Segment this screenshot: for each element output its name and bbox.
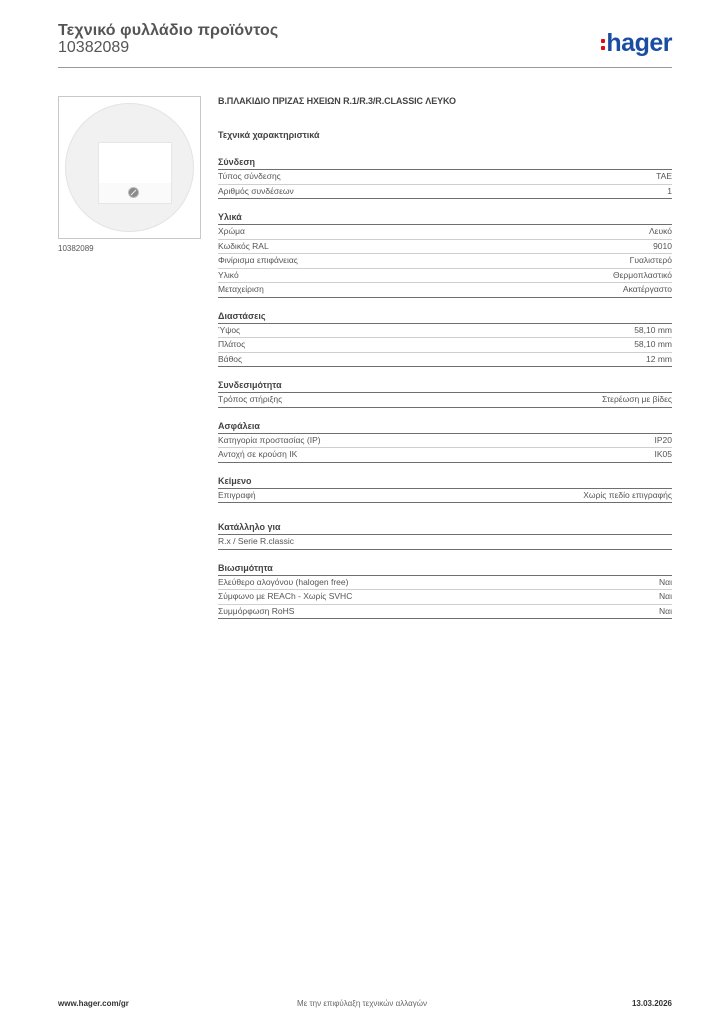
spec-label: Αντοχή σε κρούση IK (218, 449, 298, 459)
spec-value: Ακατέργαστο (622, 284, 672, 294)
spec-subtitle: Τεχνικά χαρακτηριστικά (218, 130, 320, 140)
section-heading: Κείμενο (218, 475, 672, 489)
spec-label: Κατηγορία προστασίας (IP) (218, 434, 321, 445)
product-title: Β.ΠΛΑΚΙΔΙΟ ΠΡΙΖΑΣ ΗΧΕΙΩΝ R.1/R.3/R.CLASSIC ΛΕΥΚΟ (218, 96, 456, 106)
spec-label: Κωδικός RAL (218, 240, 269, 251)
spec-value: 58,10 mm (634, 339, 672, 349)
spec-label: R.x / Serie R.classic (218, 536, 295, 546)
image-caption: 10382089 (58, 244, 94, 253)
footer-website: www.hager.com/gr (58, 999, 129, 1008)
spec-value: Ναι (659, 605, 672, 616)
spec-section (218, 379, 672, 408)
spec-label: Ύψος (218, 324, 241, 335)
spec-section (218, 475, 672, 504)
spec-value: 9010 (653, 240, 672, 251)
section-heading: Συνδεσιμότητα (218, 379, 672, 393)
spec-row (218, 576, 672, 591)
section-heading: Διαστάσεις (218, 310, 672, 324)
spec-row (218, 254, 672, 269)
spec-row (218, 434, 672, 449)
section-heading: Σύνδεση (218, 156, 672, 170)
spec-row (218, 225, 672, 240)
spec-label: Πλάτος (218, 339, 246, 349)
cover-plate (65, 103, 194, 232)
section-heading: Ασφάλεια (218, 420, 672, 434)
logo-dots-icon (601, 36, 605, 53)
spec-section (218, 420, 672, 463)
spec-section (218, 211, 672, 298)
spec-value: IP20 (654, 434, 672, 445)
spec-row (218, 324, 672, 339)
section-heading: Κατάλληλο για (218, 521, 672, 535)
spec-label: Χρώμα (218, 226, 245, 236)
spec-value: Ναι (659, 591, 672, 601)
spec-row (218, 353, 672, 368)
spec-row (218, 170, 672, 185)
logo-text: hager (606, 29, 672, 57)
spec-value: IK05 (654, 449, 672, 459)
spec-content (218, 96, 672, 619)
plate-window (98, 142, 172, 185)
footer-note: Με την επιφύλαξη τεχνικών αλλαγών (297, 999, 427, 1008)
spec-section (218, 521, 672, 550)
spec-value: Στερέωση με βίδες (601, 394, 672, 404)
spec-label: Αριθμός συνδέσεων (218, 185, 294, 196)
spec-value: 58,10 mm (634, 324, 672, 335)
spec-label: Μεταχείριση (218, 284, 264, 294)
spec-row (218, 448, 672, 463)
spec-label: Υλικό (218, 269, 239, 280)
header-title: Τεχνικό φυλλάδιο προϊόντος (58, 22, 279, 39)
spec-row (218, 283, 672, 298)
spec-row (218, 269, 672, 284)
spec-label: Επιγραφή (218, 489, 256, 500)
spec-section (218, 562, 672, 620)
spec-section (218, 156, 672, 199)
spec-label: Βάθος (218, 353, 243, 364)
spec-sections (218, 156, 672, 619)
spec-value: Θερμοπλαστικό (612, 269, 672, 280)
spec-value: Γυαλιστερό (629, 255, 672, 265)
header-product-code: 10382089 (58, 39, 130, 56)
spec-label: Συμμόρφωση RoHS (218, 605, 295, 616)
spec-row (218, 489, 672, 504)
header-divider (58, 67, 672, 68)
spec-row (218, 240, 672, 255)
spec-row (218, 338, 672, 353)
product-image (58, 96, 201, 239)
section-heading: Βιωσιμότητα (218, 562, 672, 576)
spec-row (218, 605, 672, 620)
spec-row (218, 393, 672, 408)
spec-label: Φινίρισμα επιφάνειας (218, 255, 298, 265)
section-heading: Υλικά (218, 211, 672, 225)
spec-label: Ελεύθερο αλογόνου (halogen free) (218, 576, 349, 587)
spec-row (218, 590, 672, 605)
spec-row (218, 185, 672, 200)
spec-value: 1 (667, 185, 672, 196)
spec-row (218, 535, 672, 550)
spec-label: Τρόπος στήριξης (218, 394, 283, 404)
spec-value: Χωρίς πεδίο επιγραφής (583, 489, 672, 500)
screw-icon (129, 188, 138, 197)
footer-date: 13.03.2026 (631, 999, 672, 1008)
hager-logo (601, 29, 672, 58)
spec-label: Σύμφωνο με REACh - Χωρίς SVHC (218, 591, 353, 601)
spec-value: 12 mm (646, 353, 672, 364)
spec-value: Λευκό (649, 226, 672, 236)
spec-value: Ναι (659, 576, 672, 587)
spec-value: TAE (656, 171, 672, 181)
spec-section (218, 310, 672, 368)
spec-label: Τύπος σύνδεσης (218, 171, 281, 181)
